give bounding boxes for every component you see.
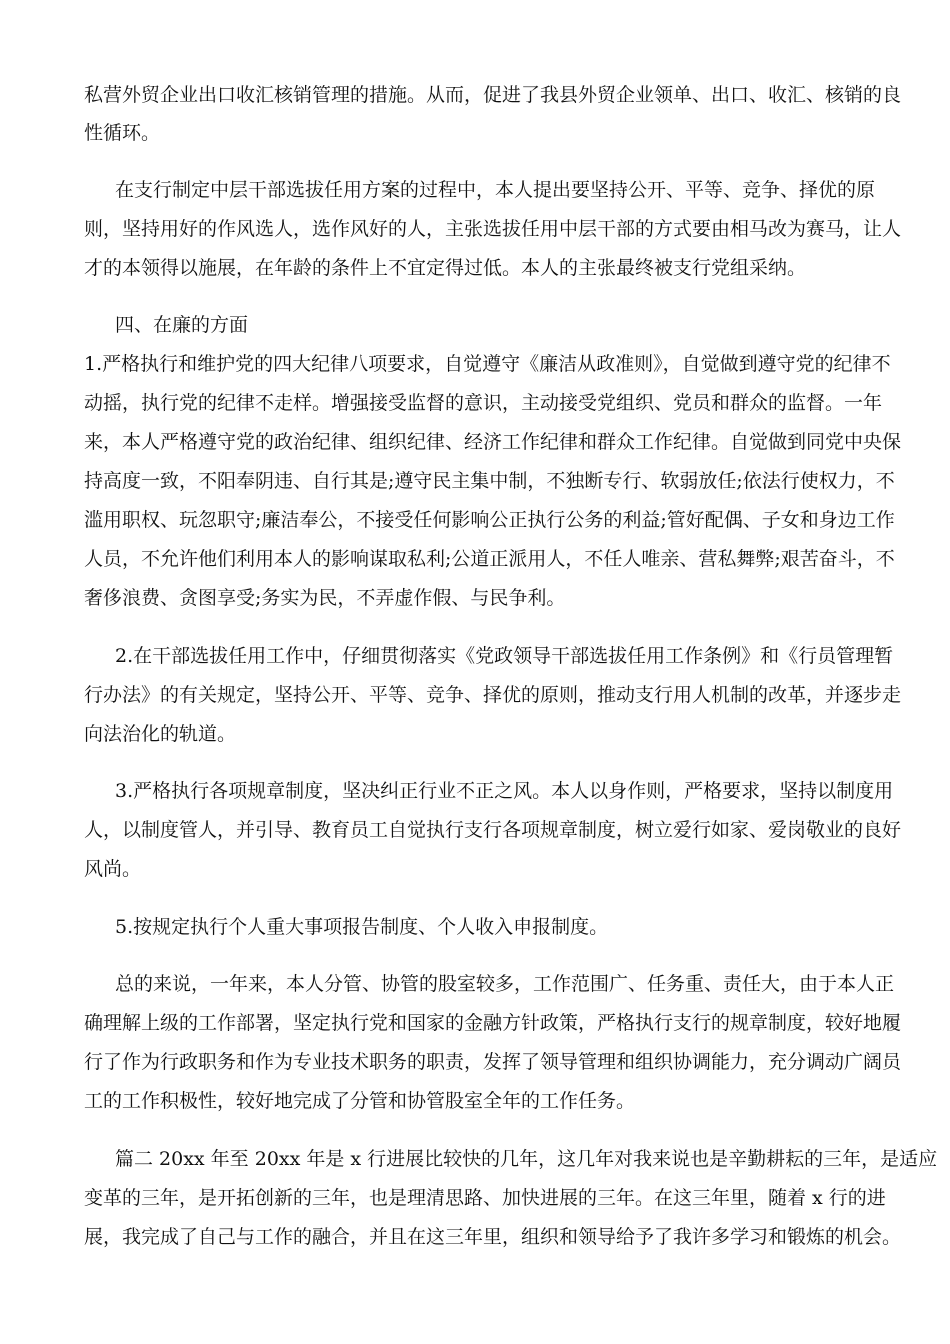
text-line: 动摇，执行党的纪律不走样。增强接受监督的意识，主动接受党组织、党员和群众的监督。一年	[84, 392, 883, 414]
text-line: 人，以制度管人，并引导、教育员工自觉执行支行各项规章制度，树立爱行如家、爱岗敬业的良好	[84, 819, 902, 841]
text-line: 2.在干部选拔任用工作中，仔细贯彻落实《党政领导干部选拔任用工作条例》和《行员管理暂	[115, 645, 894, 667]
text-line: 人员，不允许他们利用本人的影响谋取私利;公道正派用人，不任人唯亲、营私舞弊;艰苦奋斗，不	[84, 548, 895, 570]
text-line: 行了作为行政职务和作为专业技术职务的职责，发挥了领导管理和组织协调能力，充分调动广阔员	[84, 1051, 902, 1073]
text-line: 变革的三年，是开拓创新的三年，也是理清思路、加快进展的三年。在这三年里，随着 x 行的进	[84, 1187, 886, 1209]
text-line: 篇二 20xx 年至 20xx 年是 x 行进展比较快的几年，这几年对我来说也是辛勤耕耘的三年，是适应	[115, 1148, 938, 1170]
text-line: 奢侈浪费、贪图享受;务实为民，不弄虚作假、与民争利。	[84, 587, 566, 609]
text-line: 则，坚持用好的作风选人，选作风好的人，主张选拔任用中层干部的方式要由相马改为赛马，让人	[84, 218, 902, 240]
text-line: 行办法》的有关规定，坚持公开、平等、竞争、择优的原则，推动支行用人机制的改革，并逐步走	[84, 684, 902, 706]
text-line: 确理解上级的工作部署，坚定执行党和国家的金融方针政策，严格执行支行的规章制度，较好地履	[84, 1012, 902, 1034]
text-line: 风尚。	[84, 858, 142, 880]
text-line: 来，本人严格遵守党的政治纪律、组织纪律、经济工作纪律和群众工作纪律。自觉做到同党中央保	[84, 431, 902, 453]
text-line: 5.按规定执行个人重大事项报告制度、个人收入申报制度。	[115, 916, 609, 938]
text-line: 私营外贸企业出口收汇核销管理的措施。从而，促进了我县外贸企业领单、出口、收汇、核销的良	[84, 84, 902, 106]
text-line: 滥用职权、玩忽职守;廉洁奉公，不接受任何影响公正执行公务的利益;管好配偶、子女和身边工作	[84, 509, 895, 531]
text-line: 性循环。	[84, 122, 161, 144]
text-line: 向法治化的轨道。	[84, 723, 237, 745]
text-line: 在支行制定中层干部选拔任用方案的过程中，本人提出要坚持公开、平等、竞争、择优的原	[115, 179, 876, 201]
text-line: 3.严格执行各项规章制度，坚决纠正行业不正之风。本人以身作则，严格要求，坚持以制度用	[115, 780, 894, 802]
text-line: 持高度一致，不阳奉阴违、自行其是;遵守民主集中制，不独断专行、软弱放任;依法行使权力，不	[84, 470, 895, 492]
text-line: 才的本领得以施展，在年龄的条件上不宜定得过低。本人的主张最终被支行党组采纳。	[84, 257, 807, 279]
text-line: 工的工作积极性，较好地完成了分管和协管股室全年的工作任务。	[84, 1090, 636, 1112]
section-heading: 四、在廉的方面	[115, 314, 249, 336]
text-line: 展，我完成了自己与工作的融合，并且在这三年里，组织和领导给予了我许多学习和锻炼的机会。	[84, 1226, 902, 1248]
text-line: 1.严格执行和维护党的四大纪律八项要求，自觉遵守《廉洁从政准则》，自觉做到遵守党的纪律不	[84, 353, 891, 375]
text-line: 总的来说，一年来，本人分管、协管的股室较多，工作范围广、任务重、责任大，由于本人正	[115, 973, 895, 995]
